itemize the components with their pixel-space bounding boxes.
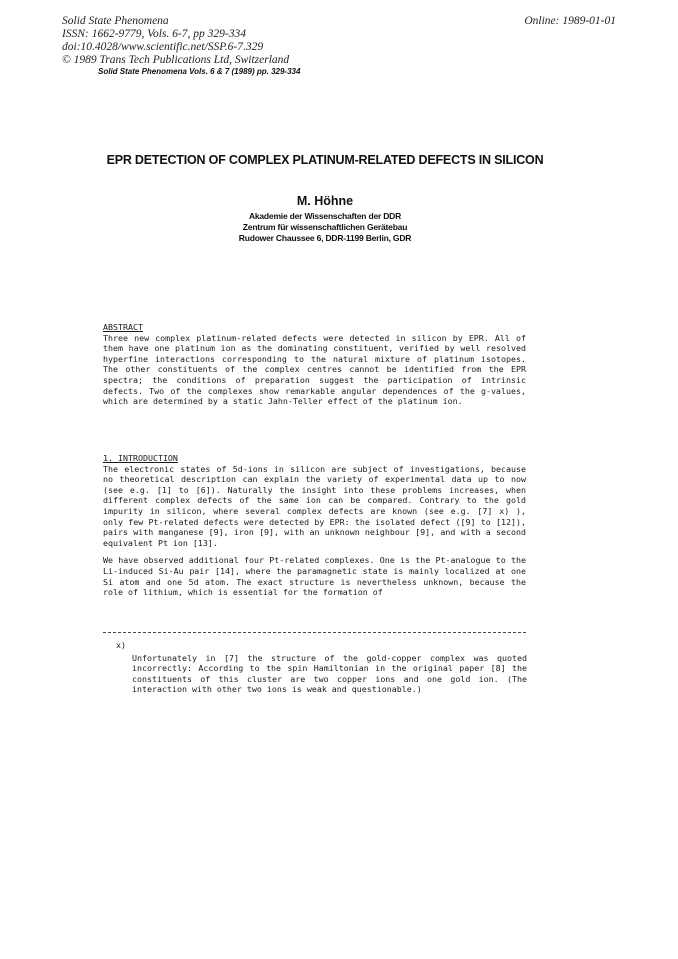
abstract-text: Three new complex platinum-related defects were detected in silicon by EPR. All of them have one platinum ion as the dominating constituent, verified by well resolved hyperfine interactions corresponding to the natural mixture of platinum isotopes. The other constituents of the complex centres cannot be identified from the EPR spectra; the conditions of preparation suggest the participation of intrinsic defects. Two of the complexes show remarkable angular dependences of the g-values, which are determined by a static Jahn-Teller effect of the platinum ion. bbox=[103, 332, 526, 407]
author-name: M. Höhne bbox=[296, 194, 354, 208]
issn: ISSN: 1662-9779, Vols. 6-7, pp 329-334 bbox=[62, 28, 246, 40]
footnote-text: Unfortunately in [7] the structure of the gold-copper complex was quoted incorrectly: According to the spin Hamiltonian in the original paper [8] the constituents of this cluster are two copper ions and one gold ion. (The interaction with other two ions is weak and questionable.) bbox=[132, 652, 527, 695]
abstract-section bbox=[103, 322, 526, 407]
footnote-divider bbox=[103, 632, 526, 633]
affiliation bbox=[100, 211, 550, 244]
footnote bbox=[116, 640, 527, 695]
affiliation-line-1: Akademie der Wissenschaften der DDR bbox=[248, 211, 402, 221]
introduction-paragraph-1: The electronic states of 5d-ions in silicon are subject of investigations, because no theoretical description can explain the variety of experimental data up to now (see e.g. [1] to [6]). Naturally the insight into these problems increases, when different complex defects of the same ion can be compared. Contrary to the gold impurity in silicon, where several complex defects are known (see e.g. [7] x) ), only few Pt-related defects were detected by EPR: the isolated defect ([9] to [12]), pairs with manganese [9], iron [9], with an unknown neighbour [9], and with a second equivalent Pt ion [13]. bbox=[103, 463, 526, 548]
online-date: Online: 1989-01-01 bbox=[524, 15, 616, 27]
footnote-marker: x) bbox=[116, 640, 126, 650]
publication-info bbox=[62, 15, 289, 67]
affiliation-line-3: Rudower Chaussee 6, DDR-1199 Berlin, GDR bbox=[238, 233, 412, 243]
journal-reference: Solid State Phenomena Vols. 6 & 7 (1989) pp. 329-334 bbox=[98, 67, 301, 76]
introduction-heading: 1. INTRODUCTION bbox=[103, 453, 178, 463]
introduction-paragraph-2: We have observed additional four Pt-related complexes. One is the Pt-analogue to the Li-induced Si-Au pair [14], where the paramagnetic state is mainly localized at one Si atom and one 5d atom. The exact structure is nevertheless unknown, because the role of lithium, which is essential for the formation of bbox=[103, 555, 526, 598]
paper-title: EPR DETECTION OF COMPLEX PLATINUM-RELATED DEFECTS IN SILICON bbox=[106, 153, 544, 167]
introduction-section bbox=[103, 453, 526, 598]
affiliation-line-2: Zentrum für wissenschaftlichen Gerätebau bbox=[242, 222, 408, 232]
journal-name: Solid State Phenomena bbox=[62, 15, 169, 27]
copyright: © 1989 Trans Tech Publications Ltd, Switzerland bbox=[62, 54, 290, 66]
abstract-heading: ABSTRACT bbox=[103, 322, 143, 332]
doi-link[interactable]: doi:10.4028/www.scientific.net/SSP.6-7.329 bbox=[62, 41, 264, 53]
